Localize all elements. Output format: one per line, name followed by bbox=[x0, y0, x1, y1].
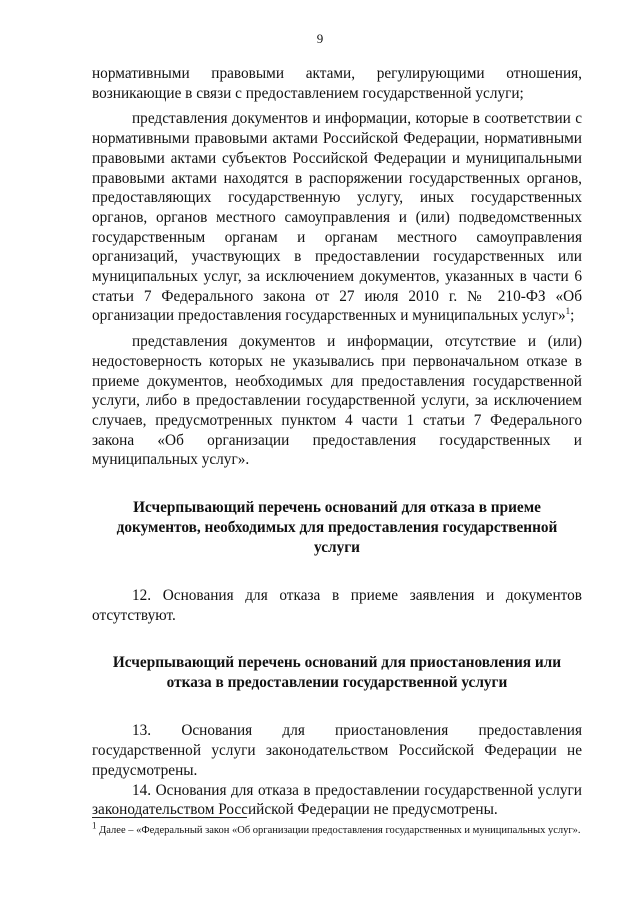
section-heading-1: Исчерпывающий перечень оснований для отказа в приеме документов, необходимых для предоставления государственной услуги bbox=[116, 499, 558, 557]
paragraph-2-tail: ; bbox=[570, 307, 575, 325]
paragraph-3: представления документов и информации, отсутствие и (или) недостоверность которых не указывались при первоначальном отказе в приеме документов, необходимых для предоставления государственной услуги, либо в предоставлении государственной услуги, за исключением случаев, предусмотренных пунктом 4 части 1 статьи 7 Федерального закона «Об организации предоставления государственных и муниципальных услуг». bbox=[92, 333, 582, 469]
paragraph-2-text: представления документов и информации, которые в соответствии с нормативными правовыми актами Российской Федерации, нормативными правовыми актами субъектов Российской Федерации и муниципальными правовыми актами находятся в распоряжении государственных органов, предоставляющих государственную услугу, иных государственных органов, органов местного самоуправления и (или) подведомственных государственным органам и органам местного самоуправления организаций, участвующих в предоставлении государственных или муниципальных услуг, за исключением документов, указанных в части 6 статьи 7 Федерального закона от 27 июля 2010 г. № 210-ФЗ «Об организации предоставления государственных и муниципальных услуг» bbox=[92, 110, 582, 325]
paragraph-14: 14. Основания для отказа в предоставлении государственной услуги законодательством Российской Федерации не предусмотрены. bbox=[92, 781, 582, 819]
paragraph-2 bbox=[92, 109, 582, 326]
section-heading-2: Исчерпывающий перечень оснований для приостановления или отказа в предоставлении государственной услуги bbox=[112, 654, 562, 692]
footnote-divider bbox=[92, 817, 247, 818]
page-body bbox=[92, 64, 582, 820]
footnote bbox=[92, 820, 582, 838]
paragraph-13: 13. Основания для приостановления предоставления государственной услуги законодательством Российской Федерации не предусмотрены. bbox=[92, 722, 582, 779]
footnote-text: Далее – «Федеральный закон «Об организации предоставления государственных и муниципальных услуг». bbox=[96, 825, 581, 836]
paragraph-12: 12. Основания для отказа в приеме заявления и документов отсутствуют. bbox=[92, 587, 582, 624]
paragraph-1: нормативными правовыми актами, регулирующими отношения, возникающие в связи с предоставлением государственной услуги; bbox=[92, 65, 582, 102]
page-number: 9 bbox=[316, 31, 324, 46]
footnote-marker: 1 bbox=[92, 820, 97, 831]
footnote-reference: 1 bbox=[565, 306, 571, 317]
